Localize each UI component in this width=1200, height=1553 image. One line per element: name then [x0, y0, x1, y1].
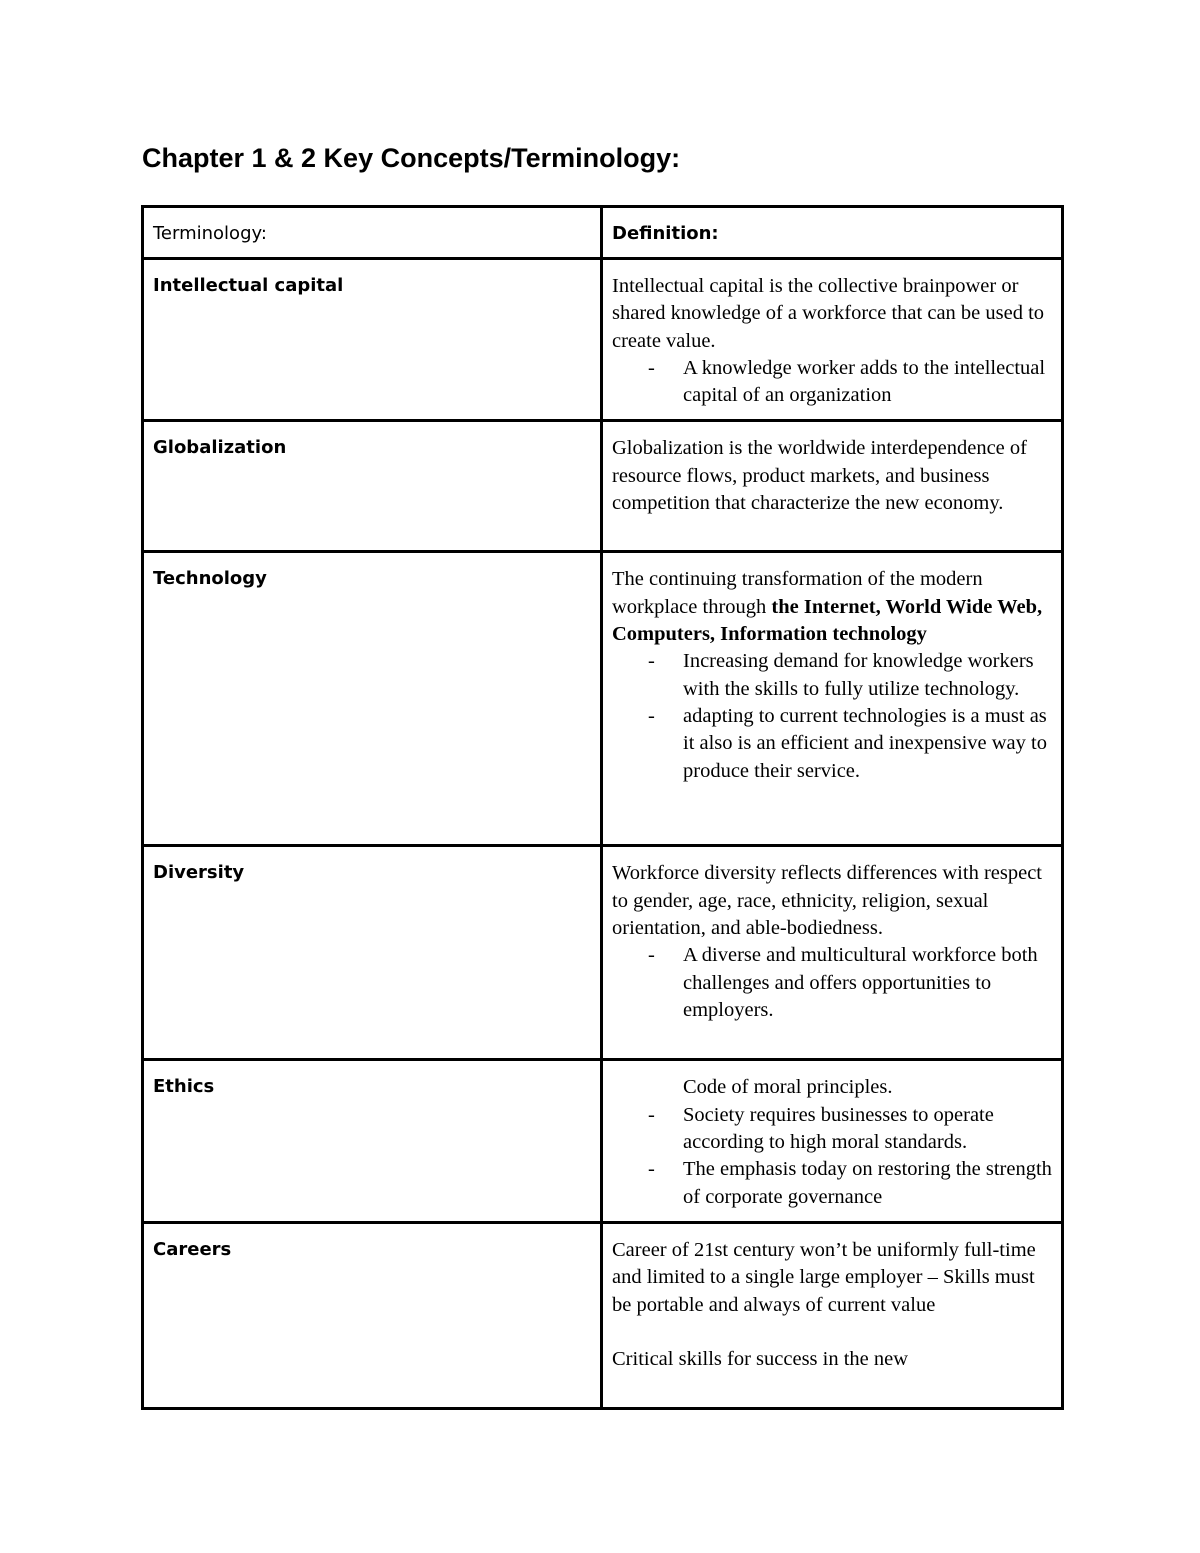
definition-globalization: [602, 421, 1063, 552]
term-ethics: Ethics: [143, 1060, 602, 1222]
definition-text-continued: Critical skills for success in the new: [612, 1347, 909, 1370]
definition-text: Workforce diversity reflects differences with respect to gender, age, race, ethnicity, religion, sexual orientation, and able-bodiedness.: [612, 862, 1042, 940]
bullet-list: [612, 942, 1052, 1024]
table-row: [143, 846, 1063, 1060]
bullet-text: adapting to current technologies is a must as it also is an efficient and inexpensive way to produce their service.: [683, 704, 1047, 782]
definition-text: The continuing transformation of the modern workplace through: [612, 568, 983, 618]
term-careers: Careers: [143, 1222, 602, 1408]
definition-ethics: [602, 1060, 1063, 1222]
bullet-dash: -: [648, 944, 655, 967]
bullet-text: The emphasis today on restoring the strength of corporate governance: [683, 1158, 1052, 1208]
bullet-dash: -: [648, 356, 655, 379]
bullet-item: [612, 355, 1052, 410]
term-globalization: Globalization: [143, 421, 602, 552]
definition-bold-text: the Internet, World Wide Web, Computers, Information technology: [612, 595, 1043, 646]
bullet-item: [612, 703, 1052, 785]
definition-text: Career of 21st century won’t be uniformly full-time and limited to a single large employer – Skills must be portable and always of current value: [612, 1238, 1036, 1316]
bullet-dash: -: [648, 1158, 655, 1181]
bullet-list: [612, 1074, 1052, 1210]
table-header-row: [143, 207, 1063, 259]
table-row: [143, 259, 1063, 421]
definition-text: Intellectual capital is the collective brainpower or shared knowledge of a workforce that can be used to create value.: [612, 275, 1045, 352]
table-row: [143, 552, 1063, 846]
bullet-text: Society requires businesses to operate according to high moral standards.: [683, 1103, 994, 1154]
definition-technology: [602, 552, 1063, 846]
bullet-text: Increasing demand for knowledge workers with the skills to fully utilize technology.: [683, 650, 1034, 700]
list-lead-item: Code of moral principles.: [683, 1076, 893, 1099]
header-terminology: Terminology:: [143, 207, 602, 259]
bullet-dash: -: [648, 650, 655, 673]
header-definition: Definition:: [602, 207, 1063, 259]
definition-diversity: [602, 846, 1063, 1060]
definition-intellectual-capital: [602, 259, 1063, 421]
table-row: [143, 1222, 1063, 1408]
bullet-dash: -: [648, 704, 655, 727]
definition-text: Globalization is the worldwide interdependence of resource flows, product markets, and business competition that characterize the new economy.: [612, 437, 1027, 515]
definition-paragraph: [612, 566, 1052, 648]
bullet-item: [612, 1156, 1052, 1211]
definition-careers: [602, 1222, 1063, 1408]
bullet-item: [612, 942, 1052, 1024]
bullet-list: [612, 648, 1052, 784]
term-technology: Technology: [143, 552, 602, 846]
bullet-item: [612, 1102, 1052, 1157]
bullet-item: [612, 648, 1052, 703]
page-title: Chapter 1 & 2 Key Concepts/Terminology:: [142, 143, 681, 173]
term-diversity: Diversity: [143, 846, 602, 1060]
bullet-text: A diverse and multicultural workforce both challenges and offers opportunities to employers.: [683, 944, 1038, 1021]
term-intellectual-capital: Intellectual capital: [143, 259, 602, 421]
terminology-table: [141, 205, 1064, 1410]
bullet-dash: -: [648, 1103, 655, 1126]
table-row: [143, 1060, 1063, 1222]
bullet-text: A knowledge worker adds to the intellectual capital of an organization: [683, 356, 1046, 407]
table-row: [143, 421, 1063, 552]
bullet-list: [612, 355, 1052, 410]
